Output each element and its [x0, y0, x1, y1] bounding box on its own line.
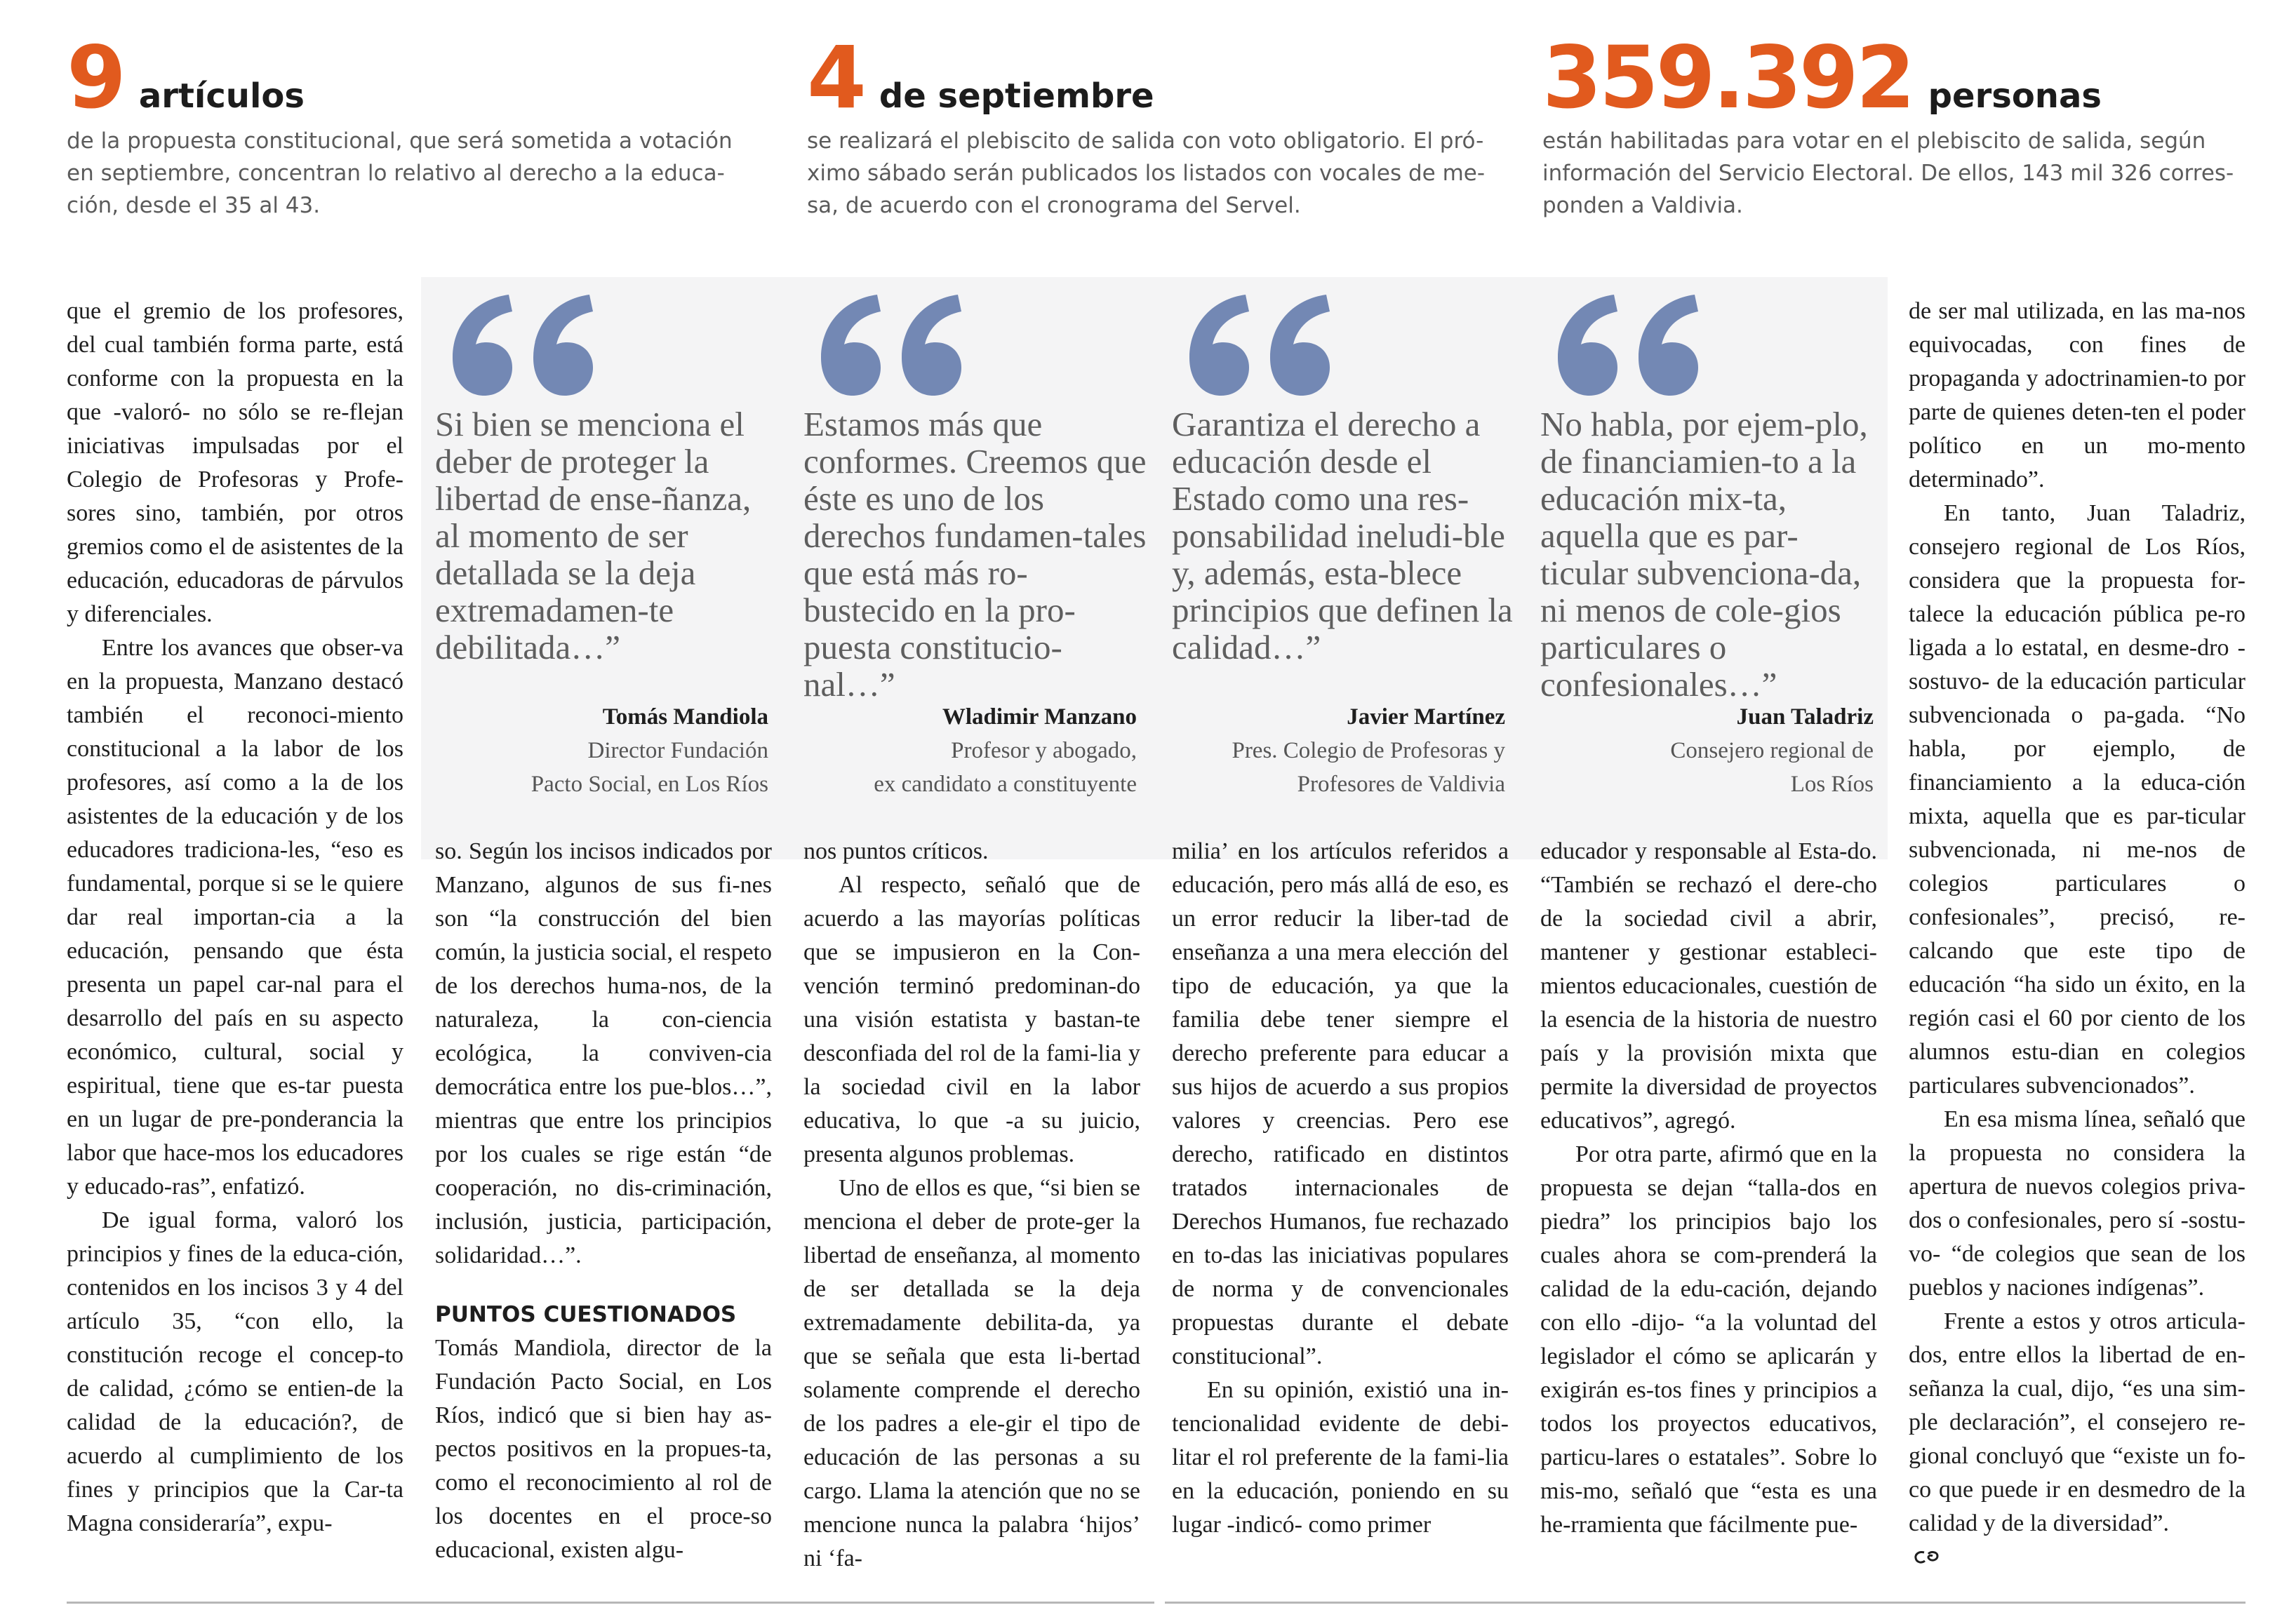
- paragraph: que el gremio de los profesores, del cual también forma parte, está conforme con la propuesta en la que -valoró- no sólo se re-flejan iniciativas impulsadas por el Colegio de Profesoras y Profe-sores sino, también, por otros gremios como el de asistentes de la educación, educadoras de párvulos y diferenciales.: [67, 298, 403, 627]
- quote-attribution: [432, 700, 768, 801]
- fact-label: de septiembre: [879, 76, 1154, 116]
- article-column-5: [1540, 835, 1877, 1542]
- article-column-3: [803, 835, 1140, 1576]
- paragraph: En esa misma línea, señaló que la propuesta no considera la apertura de nuevos colegios priva-dos o confesionales, pero sí -sostu-vo- “de colegios que sean de los pueblos y naciones indígenas”.: [1909, 1106, 2246, 1301]
- quote-attribution: [1537, 700, 1874, 801]
- pull-quote-manzano: Estamos más que conformes. Creemos que éste es uno de los derechos fundamen-tales que está más ro-bustecido en la pro-puesta constitucio-nal…”: [803, 405, 1147, 704]
- fact-description: se realizará el plebiscito de salida con voto obligatorio. El pró-ximo sábado serán publicados los listados con vocales de me-sa, de acuerdo con el cronograma del Servel.: [807, 128, 1486, 218]
- paragraph: De igual forma, valoró los principios y fines de la educa-ción, contenidos en los incisos 3 y 4 del artículo 35, “con ello, la constitución recoge el concep-to de calidad, ¿cómo se entien-de la calidad de la educación?, de acuerdo al cumplimiento de los fines y principios que la Car-ta Magna consideraría”, expu-: [67, 1207, 403, 1536]
- article-column-4: [1172, 835, 1509, 1542]
- attribution-name: Javier Martínez: [1347, 704, 1505, 730]
- paragraph: En su opinión, existió una in-tencionalidad evidente de debi-litar el rol preferente de la fami-lia en la educación, poniendo en su lugar -indicó- como primer: [1172, 1377, 1509, 1538]
- attribution-role: Profesores de Valdivia: [1297, 772, 1505, 797]
- fact-voters: [1542, 28, 2244, 222]
- bottom-divider: [1165, 1602, 2246, 1604]
- pull-quote-mandiola: Si bien se menciona el deber de proteger la libertad de ense-ñanza, al momento de ser detallada se la deja extremadamen-te debilitada…”: [435, 405, 752, 666]
- paragraph: nos puntos críticos.: [803, 838, 989, 864]
- paragraph: Frente a estos y otros articula-dos, entre ellos la libertad de en-señanza la cual, dijo, “es una sim-ple declaración”, el consejero re-gional concluyó que “existe un fo-co que puede ir en desmedro de la calidad y de la diversidad”.: [1909, 1308, 2246, 1536]
- fact-number: 359.392: [1542, 28, 1913, 128]
- fact-number: 9: [67, 28, 124, 128]
- attribution-name: Tomás Mandiola: [602, 704, 768, 730]
- paragraph: Tomás Mandiola, director de la Fundación Pacto Social, en Los Ríos, indicó que si bien hay as-pectos positivos en la propues-ta, como el reconocimiento al rol de los docentes en el proce-so educacional, existen algu-: [435, 1335, 772, 1563]
- quote-mark-icon: [1547, 289, 1709, 401]
- quote-attribution: [800, 700, 1137, 801]
- paragraph: Por otra parte, afirmó que en la propuesta se dejan “talla-dos en piedra” los principios bajo los cuales ahora se com-prenderá la calidad de la edu-cación, dejando con ello -dijo- “a la voluntad del legislador el cómo se aplicarán y exigirán es-tos fines y principios a todos los proyectos educativos, particu-lares o estatales”. Sobre lo mis-mo, señaló que “esta es una he-rramienta que fácilmente pue-: [1540, 1141, 1877, 1538]
- fact-description: de la propuesta constitucional, que será sometida a votación en septiembre, concentran lo relativo al derecho a la educa-ción, desde el 35 al 43.: [67, 128, 733, 218]
- fact-label: personas: [1928, 76, 2102, 116]
- bottom-divider: [67, 1602, 1154, 1604]
- quote-attribution: [1168, 700, 1505, 801]
- attribution-role: Director Fundación: [587, 738, 768, 763]
- section-subheading: PUNTOS CUESTIONADOS: [435, 1302, 737, 1327]
- paragraph: Al respecto, señaló que de acuerdo a las mayorías políticas que se impusieron en la Con-vención terminó predominan-do una visión estatista y bastan-te desconfiada del rol de la fami-lia y la sociedad civil en la labor educativa, lo que -a su juicio, presenta algunos problemas.: [803, 872, 1140, 1167]
- paragraph: de ser mal utilizada, en las ma-nos equivocadas, con fines de propaganda y adoctrinamien-to por parte de quienes deten-ten el poder político en un mo-mento determinado”.: [1909, 298, 2246, 492]
- paragraph: educador y responsable al Esta-do. “También se rechazó el dere-cho de la sociedad civil a abrir, mantener y gestionar estableci-mientos educacionales, cuestión de la esencia de la historia de nuestro país y la provisión mixta que permite la diversidad de proyectos educativos”, agregó.: [1540, 838, 1877, 1134]
- attribution-name: Wladimir Manzano: [942, 704, 1137, 730]
- quote-mark-icon: [442, 289, 603, 401]
- paragraph: so. Según los incisos indicados por Manzano, algunos de sus fi-nes son “la construcción del bien común, la justicia social, el respeto de los derechos huma-nos, de la naturaleza, la con-ciencia ecológica, la conviven-cia democrática entre los pue-blos…”, mientras que entre los principios por los cuales se rige están “de cooperación, no dis-criminación, inclusión, justicia, participación, solidaridad…”.: [435, 838, 772, 1268]
- fact-articles: [67, 28, 754, 222]
- attribution-role: Pres. Colegio de Profesoras y: [1232, 738, 1505, 763]
- attribution-role: Los Ríos: [1790, 772, 1874, 797]
- attribution-name: Juan Taladriz: [1736, 704, 1874, 730]
- paragraph: milia’ en los artículos referidos a educación, pero más allá de eso, es un error reducir la liber-tad de enseñanza a una mera elección del tipo de educación, ya que la familia debe tener siempre el derecho preferente para educar a sus hijos de acuerdo a sus propios valores y creencias. Pero ese derecho, ratificado en distintos tratados internacionales de Derechos Humanos, fue rechazado en to-das las iniciativas populares de norma y de convencionales propuestas durante el debate constitucional”.: [1172, 838, 1509, 1369]
- fact-number: 4: [807, 28, 864, 128]
- attribution-role: Consejero regional de: [1670, 738, 1874, 763]
- quote-mark-icon: [810, 289, 972, 401]
- paragraph: En tanto, Juan Taladriz, consejero regional de Los Ríos, considera que la propuesta for-talece la educación pública pe-ro ligada a lo estatal, en desme-dro -sostuvo- de la educación particular subvencionada o pa-gada. “No habla, por ejemplo, de financiamiento a la educa-ción mixta, aquella que es par-ticular subvencionada, ni me-nos de colegios particulares o confesionales”, precisó, re-calcando que este tipo de educación “ha sido un éxito, en la región casi el 60 por ciento de los alumnos estu-dian en colegios particulares subvencionados”.: [1909, 500, 2246, 1099]
- paragraph: Uno de ellos es que, “si bien se menciona el deber de prote-ger la libertad de enseñanza, al momento de ser detallada se la deja extremadamente debilita-da, ya que se señala que esta li-bertad solamente comprende el derecho de los padres a ele-gir el tipo de educación de las personas a su cargo. Llama la atención que no se mencione nunca la palabra ‘hijos’ ni ‘fa-: [803, 1175, 1140, 1571]
- article-column-2: [435, 835, 772, 1567]
- fact-date: [807, 28, 1495, 222]
- pull-quote-martinez: Garantiza el derecho a educación desde el Estado como una res-ponsabilidad ineludi-ble y, además, esta-blece principios que definen la calidad…”: [1172, 405, 1513, 666]
- article-column-6: [1909, 295, 2246, 1576]
- pull-quote-taladriz: No habla, por ejem-plo, de financiamien-to a la educación mix-ta, aquella que es par-ticular subvenciona-da, ni menos de cole-gios particulares o confesionales…”: [1540, 405, 1868, 704]
- fact-label: artículos: [138, 76, 305, 116]
- paragraph: Entre los avances que obser-va en la propuesta, Manzano destacó también el reconoci-miento constitucional a la labor de los profesores, así como a la de los asistentes de la educación y de los educadores tradiciona-les, “eso es fundamental, porque si se le quiere dar real importan-cia a la educación, pensando que ésta presenta un papel car-nal para el desarrollo del país en su aspecto económico, cultural, social y espiritual, tiene que es-tar puesta en un lugar de pre-ponderancia la labor que hace-mos los educadores y educado-ras”, enfatizó.: [67, 635, 403, 1200]
- fact-description: están habilitadas para votar en el plebiscito de salida, según información del Servicio Electoral. De ellos, 143 mil 326 corres-ponden a Valdivia.: [1542, 128, 2234, 218]
- attribution-role: Profesor y abogado,: [951, 738, 1137, 763]
- article-column-1: [67, 295, 403, 1541]
- end-of-article-icon: [1913, 1542, 1941, 1576]
- attribution-role: ex candidato a constituyente: [874, 772, 1137, 797]
- quote-mark-icon: [1179, 289, 1340, 401]
- attribution-role: Pacto Social, en Los Ríos: [531, 772, 768, 797]
